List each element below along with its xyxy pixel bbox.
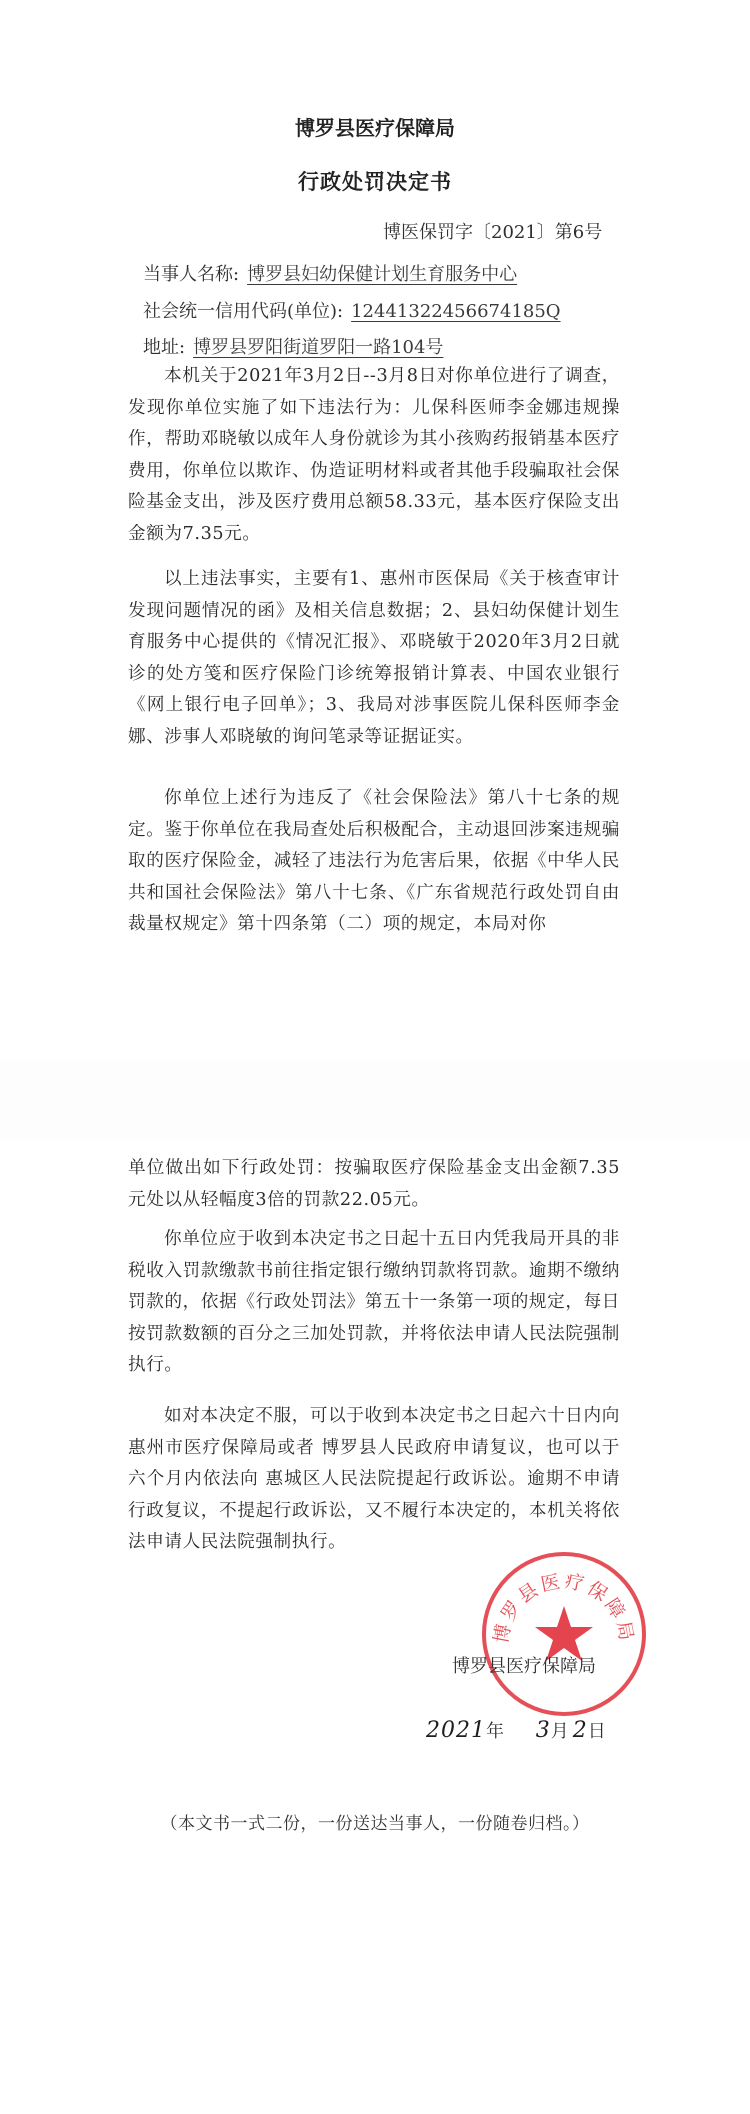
address-row <box>143 333 443 359</box>
date-month-char: 月 <box>550 1721 569 1742</box>
footer-note: （本文书一式二份，一份送达当事人，一份随卷归档。） <box>160 1814 590 1834</box>
signature-org: 博罗县医疗保障局 <box>452 1656 596 1677</box>
address-label: 地址: <box>143 337 186 358</box>
party-name-label: 当事人名称: <box>143 264 240 285</box>
date-day-char: 日 <box>587 1721 606 1742</box>
signature-date <box>426 1717 606 1743</box>
date-day-handwritten: 2 <box>572 1718 588 1743</box>
credit-code-row <box>143 297 561 323</box>
paragraph-evidence: 以上违法事实，主要有1、惠州市医保局《关于核查审计发现问题情况的函》及相关信息数据；2、县妇幼保健计划生育服务中心提供的《情况汇报》、邓晓敏于2020年3月2日就诊的处方笺和医疗保险门诊统筹报销计算表、中国农业银行《网上银行电子回单》；3、我局对涉事医院儿保科医师李金娜、涉事人邓晓敏的询问笔录等证据证实。 <box>128 569 620 747</box>
paragraph-investigation: 本机关于2021年3月2日--3月8日对你单位进行了调查，发现你单位实施了如下违法行为：儿保科医师李金娜违规操作，帮助邓晓敏以成年人身份就诊为其小孩购药报销基本医疗费用，你单位以欺诈、伪造证明材料或者其他手段骗取社会保险基金支出，涉及医疗费用总额58.33元，基本医疗保险支出金额为7.35元。 <box>128 366 620 544</box>
paragraph-penalty: 单位做出如下行政处罚：按骗取医疗保险基金支出金额7.35元处以从轻幅度3倍的罚款22.05元。 <box>128 1158 620 1210</box>
document-number: 博医保罚字〔2021〕第6号 <box>383 222 603 243</box>
official-seal <box>478 1548 650 1720</box>
party-name-value: 博罗县妇幼保健计划生育服务中心 <box>247 264 518 285</box>
credit-code-label: 社会统一信用代码(单位): <box>143 301 344 322</box>
party-name-row <box>143 260 517 286</box>
page-break-gap <box>0 1060 750 1140</box>
address-value: 博罗县罗阳街道罗阳一路104号 <box>193 337 444 358</box>
date-year-handwritten: 2021 <box>426 1718 486 1743</box>
date-month-handwritten: 3 <box>535 1718 551 1743</box>
seal-text: 博罗县医疗保障局 <box>490 1570 638 1646</box>
paragraph-payment: 你单位应于收到本决定书之日起十五日内凭我局开具的非税收入罚款缴款书前往指定银行缴纳罚款将罚款。逾期不缴纳罚款的，依据《行政处罚法》第五十一条第一项的规定，每日按罚款数额的百分之三加处罚款，并将依法申请人民法院强制执行。 <box>128 1229 620 1376</box>
credit-code-value: 12441322456674185Q <box>351 301 561 322</box>
document-title: 行政处罚决定书 <box>298 169 452 194</box>
paragraph-legal-basis: 你单位上述行为违反了《社会保险法》第八十七条的规定。鉴于你单位在我局查处后积极配合，主动退回涉案违规骗取的医疗保险金，减轻了违法行为危害后果，依据《中华人民共和国社会保险法》第八十七条、《广东省规范行政处罚自由裁量权规定》第十四条第（二）项的规定，本局对你 <box>128 788 620 935</box>
date-year-char: 年 <box>486 1721 504 1742</box>
paragraph-appeal: 如对本决定不服，可以于收到本决定书之日起六十日内向惠州市医疗保障局或者 博罗县人民政府申请复议，也可以于六个月内依法向 惠城区人民法院提起行政诉讼。逾期不申请行政复议，不提起行政诉讼，又不履行本决定的，本机关将依法申请人民法院强制执行。 <box>128 1406 620 1553</box>
org-title: 博罗县医疗保障局 <box>295 116 455 140</box>
